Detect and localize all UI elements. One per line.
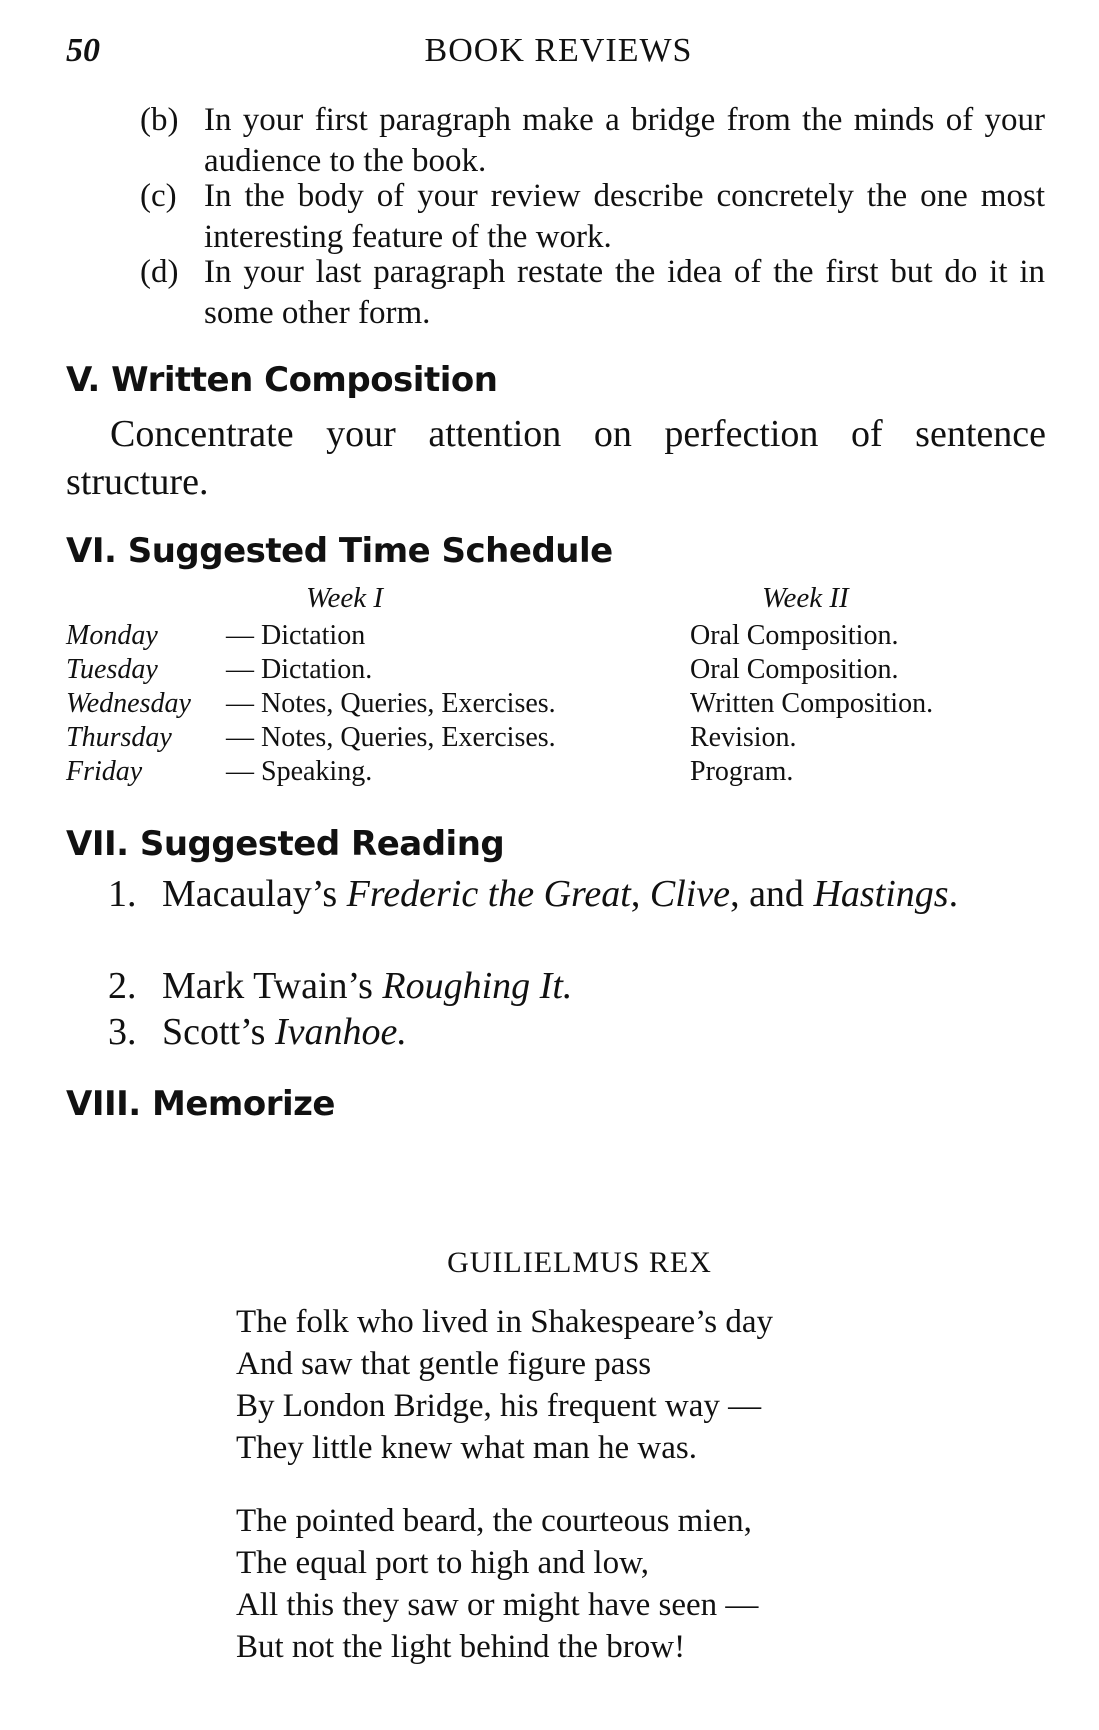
poem-line: The equal port to high and low,	[236, 1545, 650, 1581]
page-number: 50	[66, 32, 100, 69]
list-text: In your last paragraph restate the idea of the first but do it in some other form.	[204, 254, 1045, 331]
reading-separator: ,	[630, 873, 650, 915]
list-marker: (d)	[140, 254, 179, 290]
schedule-week2: Oral Composition.	[690, 654, 899, 685]
schedule-row-monday	[66, 620, 1066, 656]
reading-prefix: Mark Twain’s	[162, 965, 383, 1007]
list-marker: (c)	[140, 178, 177, 214]
heading-time-schedule: VI. Suggested Time Schedule	[66, 531, 613, 571]
schedule-week1: — Dictation.	[226, 654, 373, 685]
poem-line: The folk who lived in Shakespeare’s day	[236, 1304, 774, 1340]
page-header	[66, 32, 1051, 76]
book-title: Ivanhoe.	[274, 1011, 407, 1053]
book-title: Clive	[649, 873, 731, 915]
written-composition-text: Concentrate your attention on perfection of sentence structure.	[66, 413, 1046, 503]
schedule-day: Friday	[66, 756, 143, 787]
list-text: In the body of your review describe concretely the one most interesting feature of the work.	[204, 178, 1045, 255]
reading-item-2	[108, 962, 1048, 1010]
schedule-week1: — Notes, Queries, Exercises.	[226, 722, 556, 753]
reading-separator: , and	[730, 873, 814, 915]
reading-text	[162, 962, 1048, 1010]
list-text: In your first paragraph make a bridge from the minds of your audience to the book.	[204, 102, 1045, 179]
heading-written-composition: V. Written Composition	[66, 360, 498, 400]
reading-item-3	[108, 1008, 1048, 1056]
book-title: Hastings	[813, 873, 949, 915]
schedule-week2: Oral Composition.	[690, 620, 899, 651]
book-title: Roughing It.	[382, 965, 573, 1007]
schedule-week2: Written Composition.	[690, 688, 934, 719]
poem-title-text: GUILIELMUS REX	[447, 1246, 712, 1279]
reading-text	[162, 870, 1048, 918]
reading-prefix: Macaulay’s	[162, 873, 347, 915]
week-2-label: Week II	[762, 582, 849, 614]
poem-line: And saw that gentle figure pass	[236, 1346, 652, 1382]
poem-line: But not the light behind the brow!	[236, 1629, 686, 1665]
schedule-week1: — Dictation	[226, 620, 366, 651]
schedule-day: Tuesday	[66, 654, 158, 685]
schedule-row-wednesday	[66, 688, 1066, 724]
heading-memorize: VIII. Memorize	[66, 1084, 335, 1124]
schedule-row-friday	[66, 756, 1066, 792]
schedule-week2: Program.	[690, 756, 794, 787]
reading-prefix: Scott’s	[162, 1011, 275, 1053]
schedule-week1: — Speaking.	[226, 756, 373, 787]
reading-number: 1.	[108, 873, 137, 915]
running-head: BOOK REVIEWS	[424, 32, 693, 69]
heading-suggested-reading: VII. Suggested Reading	[66, 824, 505, 864]
poem-title	[0, 1246, 1099, 1280]
poem-line: The pointed beard, the courteous mien,	[236, 1503, 752, 1539]
list-marker: (b)	[140, 102, 179, 138]
poem-line: All this they saw or might have seen —	[236, 1587, 759, 1623]
reading-text	[162, 1008, 1048, 1056]
schedule-row-tuesday	[66, 654, 1066, 690]
schedule-day: Thursday	[66, 722, 172, 753]
list-item-d	[140, 252, 1045, 334]
reading-item-1	[108, 870, 1048, 918]
poem-line: They little knew what man he was.	[236, 1430, 697, 1466]
poem-line: By London Bridge, his frequent way —	[236, 1388, 762, 1424]
reading-end: .	[948, 873, 959, 915]
reading-number: 2.	[108, 965, 137, 1007]
schedule-day: Monday	[66, 620, 158, 651]
schedule-day: Wednesday	[66, 688, 191, 719]
schedule-row-thursday	[66, 722, 1066, 758]
list-item-c	[140, 176, 1045, 258]
schedule-week1: — Notes, Queries, Exercises.	[226, 688, 556, 719]
week-1-label: Week I	[306, 582, 384, 614]
reading-number: 3.	[108, 1011, 137, 1053]
list-item-b	[140, 100, 1045, 182]
book-title: Frederic the Great	[346, 873, 631, 915]
schedule-week2: Revision.	[690, 722, 797, 753]
